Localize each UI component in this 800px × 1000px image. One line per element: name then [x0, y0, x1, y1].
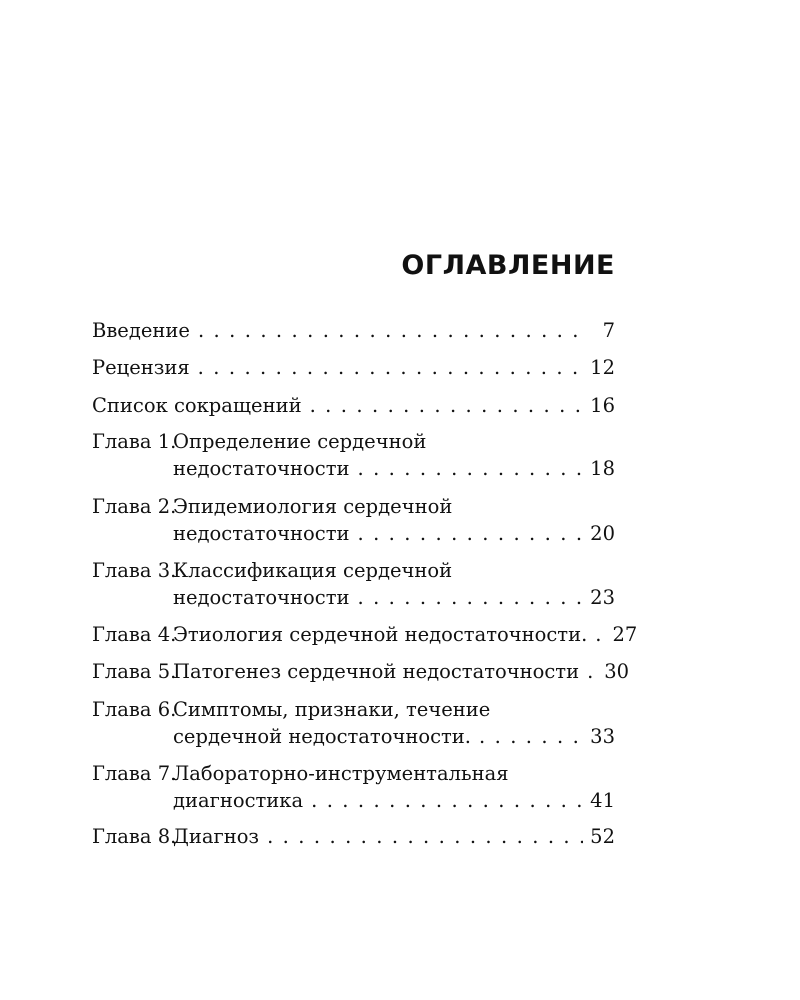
toc-entry-chapter-2[interactable] — [92, 494, 615, 547]
toc-entry-chapter-3[interactable] — [92, 558, 615, 611]
toc-entry-title: Симптомы, признаки, течение — [173, 698, 491, 721]
toc-entry-title-continued: недостаточности — [173, 457, 350, 480]
toc-entry-title: Эпидемиология сердечной — [173, 495, 453, 518]
toc-entry-title-continued: сердечной недостаточности. — [173, 725, 471, 748]
chapter-number: Глава 4. — [92, 623, 177, 646]
toc-entry-chapter-8[interactable] — [92, 824, 615, 850]
toc-entry-title-continued: недостаточности — [173, 522, 350, 545]
toc-entry-chapter-1[interactable] — [92, 429, 615, 482]
toc-page-number: 23 — [590, 586, 615, 609]
toc-entry-title-continued: недостаточности — [173, 586, 350, 609]
toc-entry-abbreviations[interactable] — [92, 393, 615, 419]
toc-entry-title: Патогенез сердечной недостаточности — [173, 660, 580, 683]
toc-entry-title: Определение сердечной — [173, 430, 427, 453]
toc-page-number: 27 — [612, 623, 638, 646]
chapter-number: Глава 1. — [92, 430, 177, 453]
chapter-number: Глава 7. — [92, 762, 177, 785]
toc-page-number: 30 — [604, 660, 630, 683]
chapter-number: Глава 8. — [92, 825, 177, 848]
toc-entry-chapter-4[interactable] — [92, 622, 638, 648]
toc-entry-introduction[interactable] — [92, 318, 615, 344]
toc-entry-title-continued: диагностика — [173, 789, 304, 812]
toc-entry-title: Лабораторно-инструментальная — [173, 762, 509, 785]
dot-leader — [311, 788, 583, 814]
toc-page-number: 41 — [590, 789, 615, 812]
toc-page-number: 33 — [590, 725, 615, 748]
toc-entry-title: Классификация сердечной — [173, 559, 453, 582]
dot-leader — [310, 393, 583, 419]
dot-leader — [587, 659, 597, 685]
dot-leader — [357, 585, 583, 611]
toc-entry-title: Введение — [92, 319, 190, 342]
dot-leader — [357, 521, 583, 547]
toc-entry-title: Этиология сердечной недостаточности. — [173, 623, 588, 646]
dot-leader — [479, 724, 583, 750]
toc-page-number: 7 — [602, 319, 615, 342]
toc-page-number: 12 — [590, 356, 615, 379]
toc-entry-chapter-6[interactable] — [92, 697, 615, 750]
dot-leader — [357, 456, 583, 482]
dot-leader — [595, 622, 605, 648]
toc-entry-title: Рецензия — [92, 356, 190, 379]
chapter-number: Глава 5. — [92, 660, 177, 683]
toc-entry-review[interactable] — [92, 355, 615, 381]
toc-page-number: 18 — [590, 457, 615, 480]
toc-title: ОГЛАВЛЕНИЕ — [401, 250, 615, 281]
chapter-number: Глава 2. — [92, 495, 177, 518]
dot-leader — [267, 824, 583, 850]
toc-entry-chapter-7[interactable] — [92, 761, 615, 814]
chapter-number: Глава 3. — [92, 559, 177, 582]
dot-leader — [198, 355, 583, 381]
toc-page-number: 20 — [590, 522, 615, 545]
dot-leader — [198, 318, 583, 344]
chapter-number: Глава 6. — [92, 698, 177, 721]
toc-entry-title: Диагноз — [173, 825, 260, 848]
toc-page-number: 16 — [590, 394, 615, 417]
toc-entry-title: Список сокращений — [92, 394, 302, 417]
toc-page-number: 52 — [590, 825, 615, 848]
toc-entry-chapter-5[interactable] — [92, 659, 630, 685]
